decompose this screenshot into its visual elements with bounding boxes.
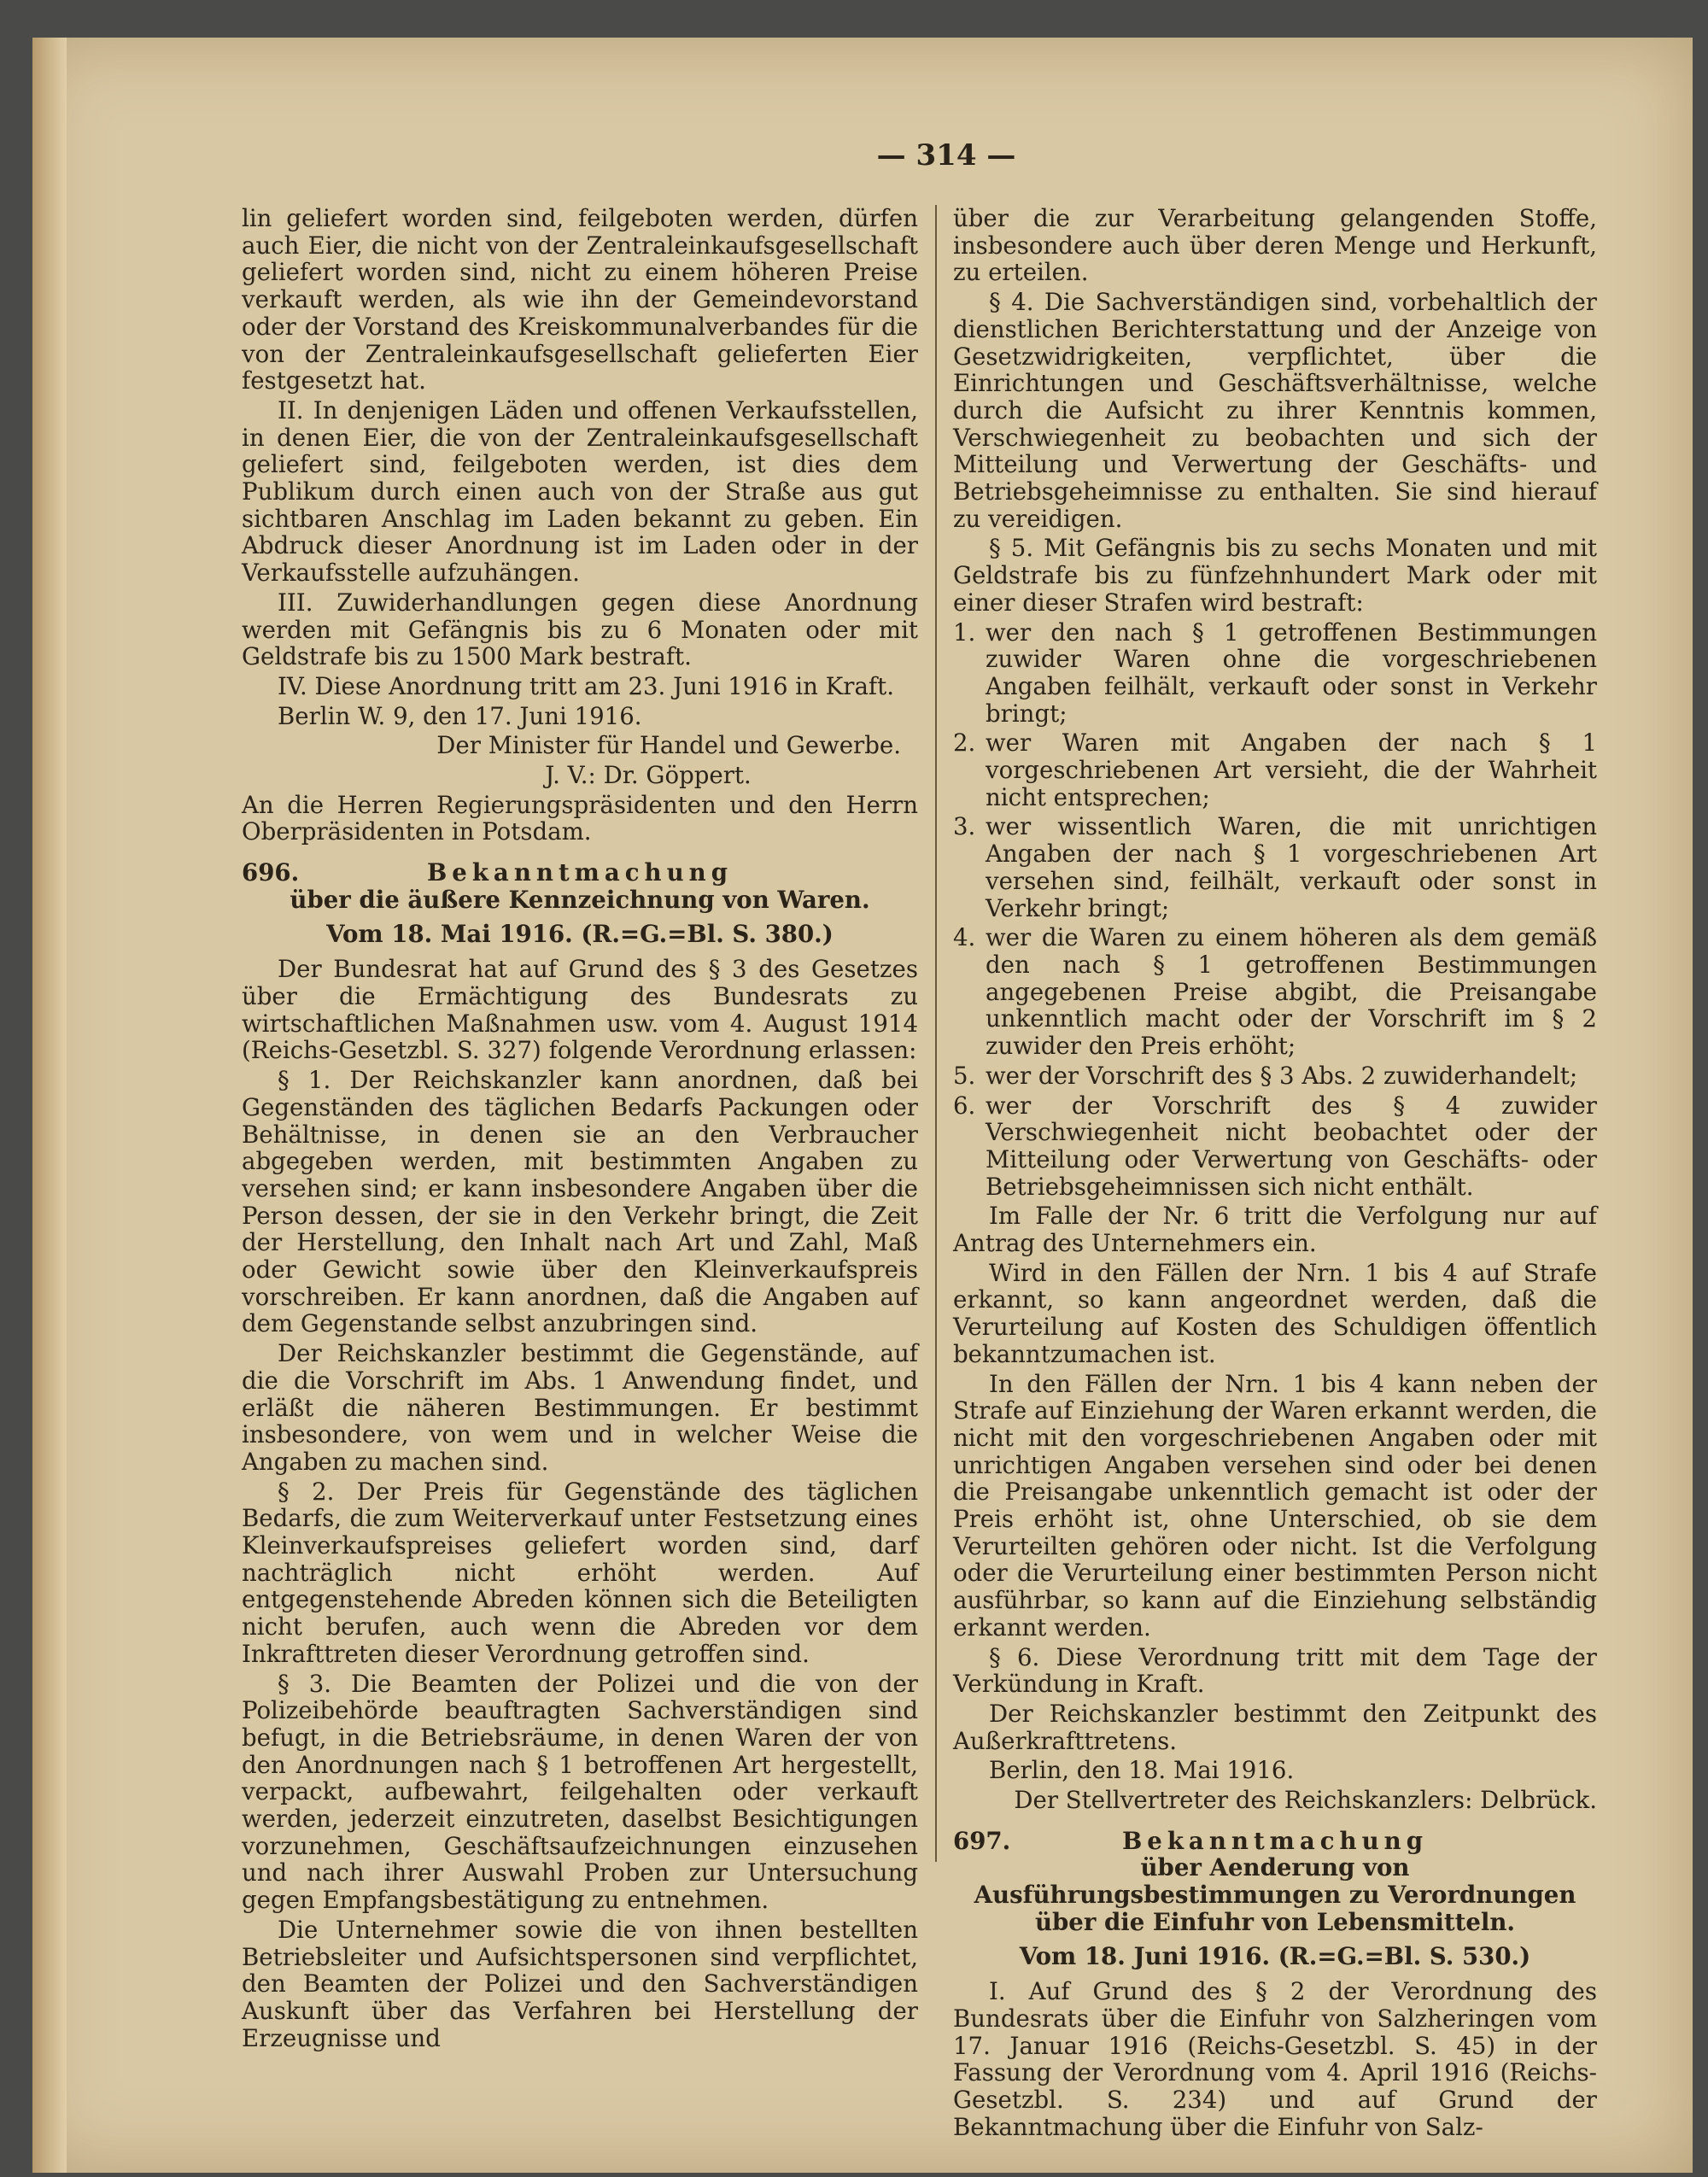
list-item-number: 4. [953,923,976,952]
list-item-text: wer die Waren zu einem höheren als dem gemäß den nach § 1 getroffenen Bestimmungen angegebenen Preise abgibt, die Preisangabe unkenntlich macht oder der Vorschrift im § 2 zuwider den Preis erhöht; [986,923,1597,1061]
paragraph: § 6. Diese Verordnung tritt mit dem Tage der Verkündung in Kraft. [953,1642,1597,1699]
book-page [32,38,1693,2173]
section-date: Vom 18. Juni 1916. (R.=G.=Bl. S. 530.) [1019,1941,1531,1970]
paragraph: In den Fällen der Nrn. 1 bis 4 kann neben der Strafe auf Einziehung der Waren erkannt werden, die nicht mit den vorgeschriebenen Angaben oder mit unrichtigen Angaben versehen sind oder bei denen die Preisangabe unkenntlich gemacht ist oder der Preis erhöht ist, ohne Unterschied, ob sie dem Verurteilten gehören oder nicht. Ist die Verfolgung oder die Verurteilung einer bestimmten Person nicht ausführbar, so kann auf die Einziehung selbständig erkannt werden. [953,1369,1597,1642]
paragraph: § 4. Die Sachverständigen sind, vorbehaltlich der dienstlichen Berichterstattung und der Anzeige von Gesetzwidrigkeiten, verpflichtet, über die Einrichtungen und Geschäftsverhältnisse, welche durch die Aufsicht zu ihrer Kenntnis kommen, Verschwiegenheit zu beobachten und sich der Mitteilung und Verwertung der Geschäfts- und Betriebsgeheimnisse zu enthalten. Sie sind hierauf zu vereidigen. [953,288,1597,533]
paragraph: § 5. Mit Gefängnis bis zu sechs Monaten und mit Geldstrafe bis zu fünfzehnhundert Mark oder mit einer dieser Strafen wird bestraft: [953,534,1597,617]
signature-title: Der Minister für Handel und Gewerbe. [436,731,901,760]
paragraph: Der Bundesrat hat auf Grund des § 3 des Gesetzes über die Ermächtigung des Bundesrats zu wirtschaftlichen Maßnahmen usw. vom 4. August 1914 (Reichs-Gesetzbl. S. 327) folgende Verordnung erlassen: [242,955,918,1065]
paragraph: § 2. Der Preis für Gegenstände des täglichen Bedarfs, die zum Weiterverkauf unter Festsetzung eines Kleinverkaufspreises geliefert worden sind, darf nachträglich nicht erhöht werden. Auf entgegenstehende Abreden können sich die Beteiligten nicht berufen, auch wenn die Abreden vor dem Inkrafttreten dieser Verordnung getroffen sind. [242,1477,918,1668]
addressee: An die Herren Regierungspräsidenten und den Herrn Oberpräsidenten in Potsdam. [242,790,918,846]
paragraph: Der Reichskanzler bestimmt die Gegenstände, auf die die Vorschrift im Abs. 1 Anwendung findet, und erläßt die näheren Bestimmungen. Er bestimmt insbesondere, von wem und in welcher Weise die Angaben zu machen sind. [242,1339,918,1476]
paragraph: Der Reichskanzler bestimmt den Zeitpunkt des Außerkrafttretens. [953,1699,1597,1755]
list-item-number: 2. [953,729,976,758]
paragraph: lin geliefert worden sind, feilgeboten werden, dürfen auch Eier, die nicht von der Zentraleinkaufsgesellschaft geliefert worden sind, nicht zu einem höheren Preise verkauft werden, als wie ihn der Gemeindevorstand oder der Vorstand des Kreiskommunalverbandes für die von der Zentraleinkaufsgesellschaft gelieferten Eier festgesetzt hat. [242,204,918,395]
section-date: Vom 18. Mai 1916. (R.=G.=Bl. S. 380.) [326,919,834,948]
paragraph: II. In denjenigen Läden und offenen Verkaufsstellen, in denen Eier, die von der Zentraleinkaufsgesellschaft geliefert sind, feilgeboten werden, ist dies dem Publikum durch einen auch von der Straße aus gut sichtbaren Anschlag im Laden bekannt zu geben. Ein Abdruck dieser Anordnung ist im Laden oder in der Verkaufsstelle aufzuhängen. [242,395,918,588]
list-item-text: wer wissentlich Waren, die mit unrichtigen Angaben der nach § 1 vorgeschriebenen Art versehen sind, feilhält, verkauft oder sonst in Verkehr bringt; [986,812,1597,922]
list-item-text: wer den nach § 1 getroffenen Bestimmungen zuwider Waren ohne die vorgeschriebenen Angaben feilhält, verkauft oder sonst in Verkehr bringt; [986,617,1597,728]
list-item-number: 5. [953,1061,976,1090]
list-item-number: 3. [953,812,976,841]
list-item-number: 6. [953,1091,976,1120]
list-item [953,1062,1597,1090]
column-divider [935,205,937,1862]
left-column [242,205,918,2054]
signature: Der Stellvertreter des Reichskanzlers: Delbrück. [1014,1786,1597,1815]
list-item [953,813,1597,922]
section-subtitle: über Aenderung von Ausführungsbestimmungen zu Verordnungen über die Einfuhr von Lebensmitteln. [974,1853,1576,1936]
list-item-text: wer der Vorschrift des § 4 zuwider Verschwiegenheit nicht beobachtet oder der Mitteilung oder Verwertung von Geschäfts- oder Betriebsgeheimnissen sich nicht enthält. [986,1091,1597,1201]
paragraph: III. Zuwiderhandlungen gegen diese Anordnung werden mit Gefängnis bis zu 6 Monaten oder mit Geldstrafe bis zu 1500 Mark bestraft. [242,588,918,671]
paragraph: § 1. Der Reichskanzler kann anordnen, daß bei Gegenständen des täglichen Bedarfs Packungen oder Behältnisse, in denen sie an den Verbraucher abgegeben werden, mit bestimmten Angaben zu versehen sind; er kann insbesondere Angaben über die Person dessen, der sie in den Verkehr bringt, die Zeit der Herstellung, den Inhalt nach Art und Zahl, Maß oder Gewicht sowie über den Kleinverkaufspreis vorschreiben. Er kann anordnen, daß die Angaben auf dem Gegenstande selbst anzubringen sind. [242,1066,918,1338]
paragraph: Die Unternehmer sowie die von ihnen bestellten Betriebsleiter und Aufsichtspersonen sind verpflichtet, den Beamten der Polizei und den Sachverständigen Auskunft über das Verfahren bei Herstellung der Erzeugnisse und [242,1915,918,2052]
paragraph: Im Falle der Nr. 6 tritt die Verfolgung nur auf Antrag des Unternehmers ein. [953,1202,1597,1258]
list-item-text: wer der Vorschrift des § 3 Abs. 2 zuwiderhandelt; [986,1061,1578,1090]
section-title: Bekanntmachung [1121,1826,1429,1855]
paragraph: § 3. Die Beamten der Polizei und die von der Polizeibehörde beauftragten Sachverständigen sind befugt, in die Betriebsräume, in denen Waren der von den Anordnungen nach § 1 betroffenen Art hergestellt, verpackt, aufbewahrt, feilgehalten oder verkauft werden, jederzeit einzutreten, daselbst Besichtigungen vorzunehmen, Geschäftsaufzeichnungen einzusehen und nach ihrer Auswahl Proben zur Untersuchung gegen Empfangsbestätigung zu entnehmen. [242,1669,918,1915]
book-spine-edge [32,38,67,2173]
list-item [953,924,1597,1060]
paragraph: Wird in den Fällen der Nrn. 1 bis 4 auf Strafe erkannt, so kann angeordnet werden, daß die Verurteilung auf Kosten des Schuldigen öffentlich bekanntzumachen ist. [953,1258,1597,1368]
paragraph: über die zur Verarbeitung gelangenden Stoffe, insbesondere auch über deren Menge und Herkunft, zu erteilen. [953,204,1597,287]
section-number: 696. [242,858,300,887]
section-heading [242,859,918,887]
right-column [953,205,1597,2144]
page-number: — 314 — [876,138,1016,173]
section-heading [953,1828,1597,1855]
list-item [953,729,1597,811]
paragraph: I. Auf Grund des § 2 der Verordnung des Bundesrats über die Einfuhr von Salzheringen vom 17. Januar 1916 (Reichs-Gesetzbl. S. 45) in der Fassung der Verordnung vom 4. April 1916 (Reichs-Gesetzbl. S. 234) und auf Grund der Bekanntmachung über die Einfuhr von Salz- [953,1977,1597,2141]
list-item-number: 1. [953,617,976,647]
section-title: Bekanntmachung [426,858,734,887]
list-item-text: wer Waren mit Angaben der nach § 1 vorgeschriebenen Art versieht, die der Wahrheit nicht entsprechen; [986,729,1597,811]
section-number: 697. [953,1826,1011,1855]
paragraph: IV. Diese Anordnung tritt am 23. Juni 1916 in Kraft. [278,671,894,700]
list-item [953,619,1597,728]
section-subtitle: über die äußere Kennzeichnung von Waren. [290,885,870,914]
list-item [953,1092,1597,1201]
place-date: Berlin W. 9, den 17. Juni 1916. [278,701,642,730]
place-date: Berlin, den 18. Mai 1916. [989,1756,1295,1785]
signature-name: J. V.: Dr. Göppert. [545,761,752,790]
